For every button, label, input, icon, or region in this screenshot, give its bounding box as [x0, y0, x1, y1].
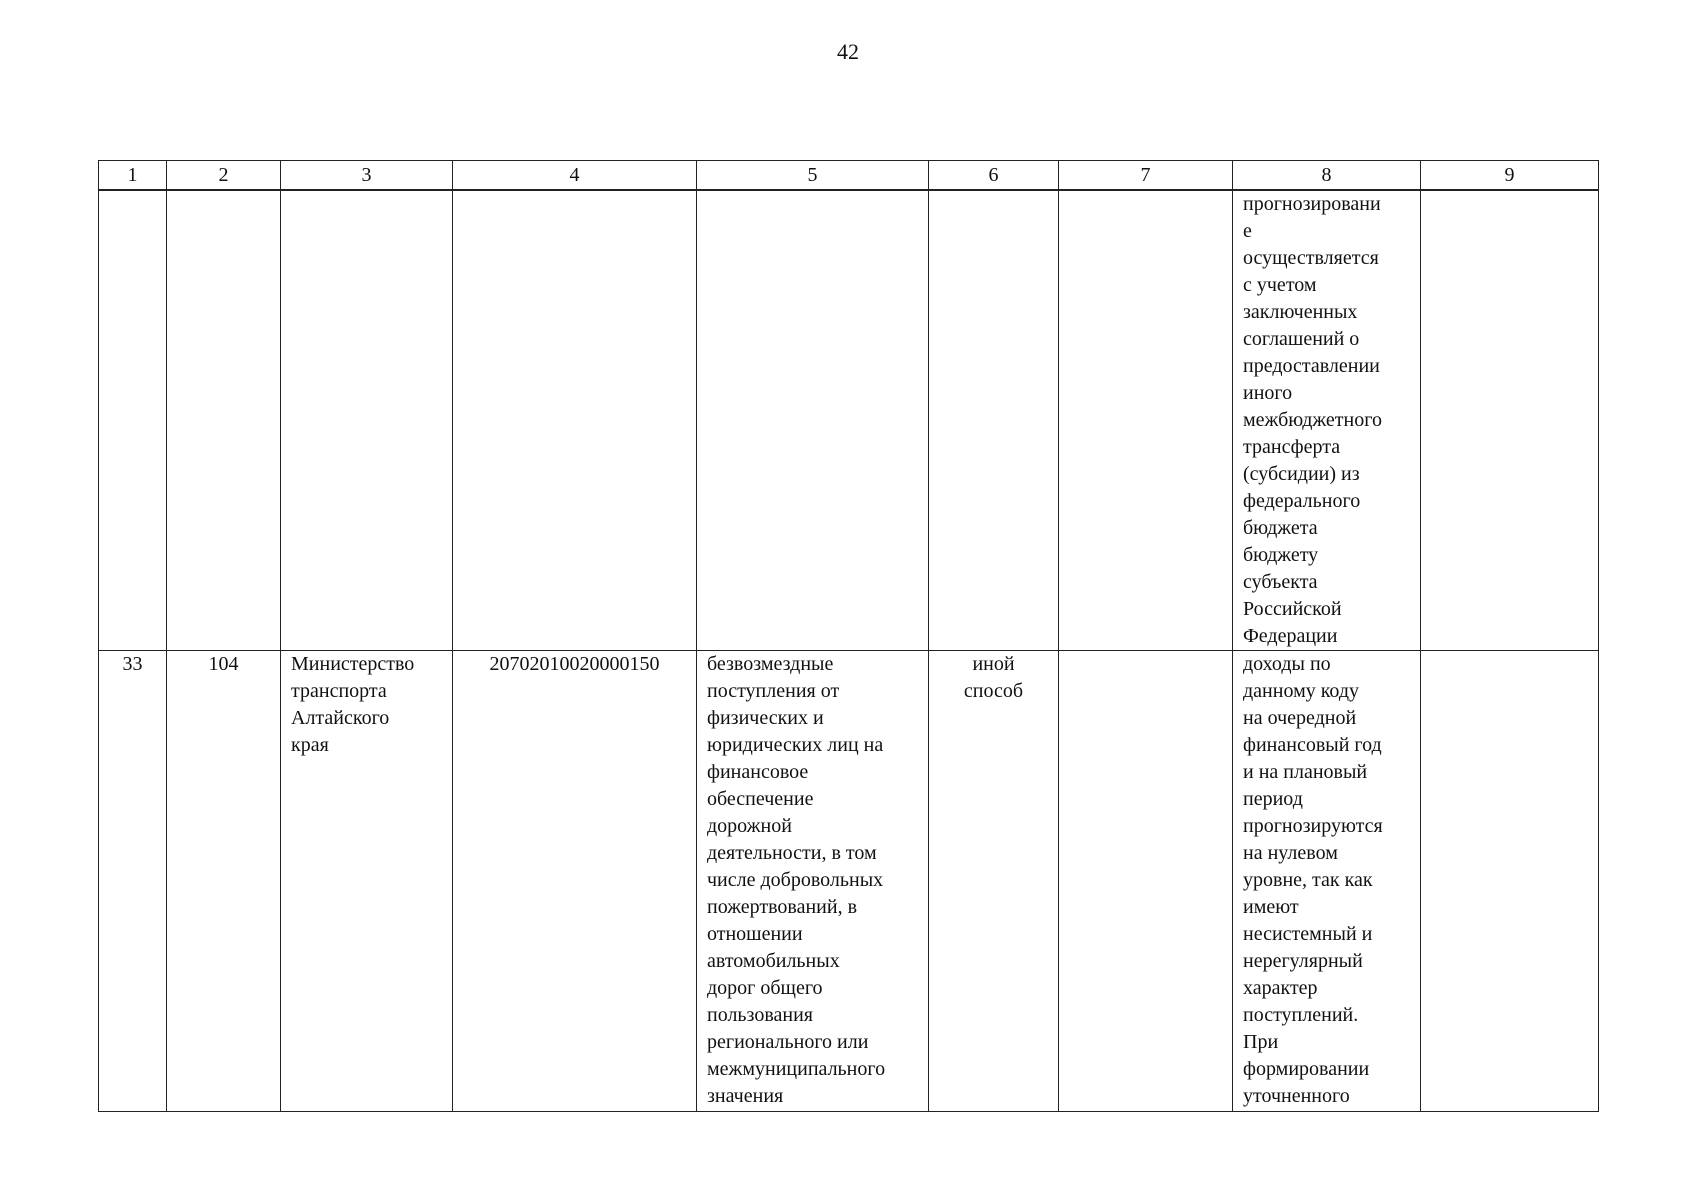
cell-formula [1059, 190, 1233, 651]
cell-administrator [281, 190, 453, 651]
header-col-9: 9 [1421, 161, 1599, 191]
header-col-6: 6 [929, 161, 1059, 191]
revenue-table [98, 160, 1599, 1112]
cell-number: 33 [99, 651, 167, 1112]
cell-formula [1059, 651, 1233, 1112]
cell-note [1421, 190, 1599, 651]
cell-kbk: 20702010020000150 [453, 651, 697, 1112]
table-header-row [99, 161, 1599, 191]
cell-revenue-name [697, 190, 929, 651]
header-col-1: 1 [99, 161, 167, 191]
table-row-33 [99, 651, 1599, 1112]
header-col-8: 8 [1233, 161, 1421, 191]
header-col-4: 4 [453, 161, 697, 191]
cell-algorithm: доходы по данному коду на очередной финансовый год и на плановый период прогнозируются на нулевом уровне, так как имеют несистемный и нерегулярный характер поступлений. При формировании уточненного [1233, 651, 1421, 1112]
header-col-7: 7 [1059, 161, 1233, 191]
cell-algorithm: прогнозировани е осуществляется с учетом заключенных соглашений о предоставлении иного межбюджетного трансферта (субсидии) из федерального бюджета бюджету субъекта Российской Федерации [1233, 190, 1421, 651]
cell-note [1421, 651, 1599, 1112]
cell-admin-code: 104 [167, 651, 281, 1112]
cell-kbk [453, 190, 697, 651]
header-col-2: 2 [167, 161, 281, 191]
cell-revenue-name: безвозмездные поступления от физических и юридических лиц на финансовое обеспечение дорожной деятельности, в том числе добровольных пожертвований, в отношении автомобильных дорог общего пользования регионального или межмуниципального значения [697, 651, 929, 1112]
cell-method: иной способ [929, 651, 1059, 1112]
cell-method [929, 190, 1059, 651]
cell-administrator: Министерство транспорта Алтайского края [281, 651, 453, 1112]
header-col-5: 5 [697, 161, 929, 191]
cell-admin-code [167, 190, 281, 651]
page-number: 42 [837, 39, 859, 64]
header-col-3: 3 [281, 161, 453, 191]
table-row-continuation [99, 190, 1599, 651]
cell-number [99, 190, 167, 651]
